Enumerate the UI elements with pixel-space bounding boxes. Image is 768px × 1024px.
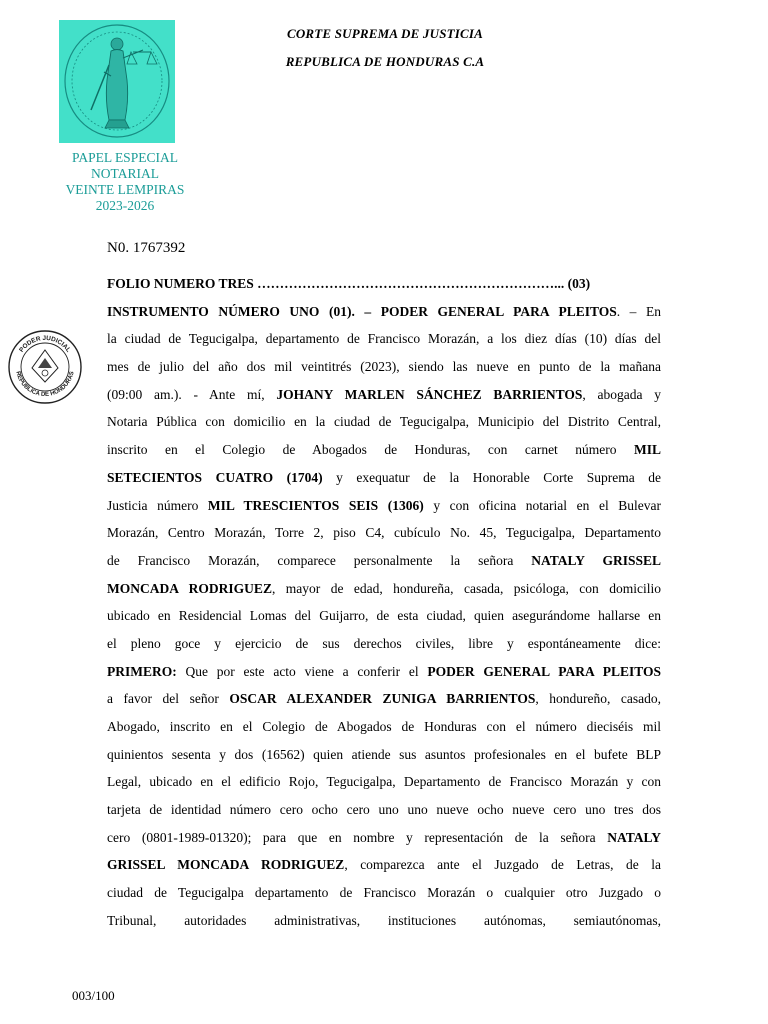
folio-line [107,270,661,298]
bold-run: OSCAR ALEXANDER ZUNIGA BARRIENTOS [229,691,536,707]
special-paper-label [50,150,200,214]
text-run: , comparezca ante el Juzgado de Letras, de la [344,857,661,873]
body-line [107,436,661,464]
body-line [107,492,661,520]
body-line [107,824,661,852]
body-line [107,713,661,741]
folio-text: FOLIO NUMERO TRES …………………………………………………………... (03) [107,276,591,291]
document-number: N0. 1767392 [107,240,186,256]
document-body [107,270,661,935]
court-name: CORTE SUPREMA DE JUSTICIA [286,26,484,41]
poder-judicial-stamp-icon [6,328,84,406]
bold-run: PODER GENERAL PARA PLEITOS [427,663,662,679]
text-run: de Francisco Morazán, comparece personalmente la señora [107,552,514,568]
body-line [107,851,661,879]
court-header [230,20,540,76]
text-run: Notaria Pública con domicilio en la ciudad de Tegucigalpa, Municipio del Distrito Central, [107,414,661,430]
text-run: y con oficina notarial en el Bulevar [423,497,662,513]
text-run: , abogada y [582,386,662,402]
bold-run: PRIMERO: [107,663,177,679]
body-line [107,464,661,492]
lady-justice-seal-icon [59,20,175,143]
bold-run: NATALY GRISSEL [531,552,662,568]
body-line [107,768,661,796]
body-line [107,879,661,907]
text-run: (09:00 am.). - Ante mí, [107,386,265,402]
text-run: quinientos sesenta y dos (16562) quien atiende sus asuntos profesionales en el bufete BLP [107,746,661,762]
body-line [107,575,661,603]
body-line [107,741,661,769]
bold-run: SETECIENTOS CUATRO (1704) [107,469,323,485]
text-run: a favor del señor [107,691,219,707]
body-line [107,298,661,326]
bold-run: GRISSEL MONCADA RODRIGUEZ [107,857,345,873]
page-number: 003/100 [72,988,115,1003]
text-run: . – En [616,303,661,319]
bold-run: MONCADA RODRIGUEZ [107,580,272,596]
body-line [107,519,661,547]
body-line [107,907,661,935]
text-run: , hondureño, casado, [535,691,662,707]
body-line [107,408,661,436]
body-line [107,547,661,575]
text-run: Morazán, Centro Morazán, Torre 2, piso C4, cubículo No. 45, Tegucigalpa, Departamento [107,525,661,541]
svg-text:PODER JUDICIAL: PODER JUDICIAL [18,334,72,354]
body-line [107,602,661,630]
text-run: ubicado en Residencial Lomas del Guijarro, de esta ciudad, quien asegurándome hallarse en [107,608,661,624]
text-run: tarjeta de identidad número cero ocho cero uno uno nueve ocho nueve cero uno tres dos [107,802,661,818]
text-run: Tribunal, autoridades administrativas, instituciones autónomas, semiautónomas, [107,912,661,928]
body-line [107,685,661,713]
country-name: REPUBLICA DE HONDURAS C.A [285,54,485,69]
body-line [107,630,661,658]
body-line [107,325,661,353]
text-run: Abogado, inscrito en el Colegio de Abogados de Honduras con el número dieciséis mil [107,719,661,734]
text-run: el pleno goce y ejercicio de sus derechos civiles, libre y espontáneamente dice: [107,635,661,651]
body-line [107,353,661,381]
text-run: , mayor de edad, hondureña, casada, psicóloga, con domicilio [271,580,661,596]
body-line [107,381,661,409]
paper-label-line-2: NOTARIAL [91,166,159,181]
text-run: y exequatur de la Honorable Corte Suprema de [322,469,661,485]
text-run: Justicia número [107,497,199,513]
bold-run: NATALY [607,829,661,845]
notary-name: JOHANY MARLEN SÁNCHEZ BARRIENTOS [276,386,583,402]
paper-label-line-3: VEINTE LEMPIRAS [65,182,185,197]
text-run: la ciudad de Tegucigalpa, departamento de Francisco Morazán, a los diez días (10) días del [107,331,661,347]
text-run: ciudad de Tegucigalpa departamento de Francisco Morazán o cualquier otro Juzgado o [107,885,661,901]
body-line [107,796,661,824]
text-run: Que por este acto viene a conferir el [176,663,419,679]
instrument-title: INSTRUMENTO NÚMERO UNO (01). – PODER GENERAL PARA PLEITOS [107,303,617,319]
text-run: cero (0801-1989-01320); para que en nombre y representación de la señora [107,829,596,845]
paper-label-line-4: 2023-2026 [95,198,155,213]
text-run: mes de julio del año dos mil veintitrés (2023), siendo las nueve en punto de la mañana [107,359,661,375]
text-run: inscrito en el Colegio de Abogados de Honduras, con carnet número [107,442,617,458]
bold-run: MIL [634,442,662,458]
svg-text:REPÚBLICA DE HONDURAS: REPÚBLICA DE HONDURAS [14,370,76,399]
bold-run: MIL TRESCIENTOS SEIS (1306) [207,497,424,513]
paper-label-line-1: PAPEL ESPECIAL [72,150,178,165]
text-run: Legal, ubicado en el edificio Rojo, Tegucigalpa, Departamento de Francisco Morazán y con [107,774,661,790]
body-line [107,658,661,686]
